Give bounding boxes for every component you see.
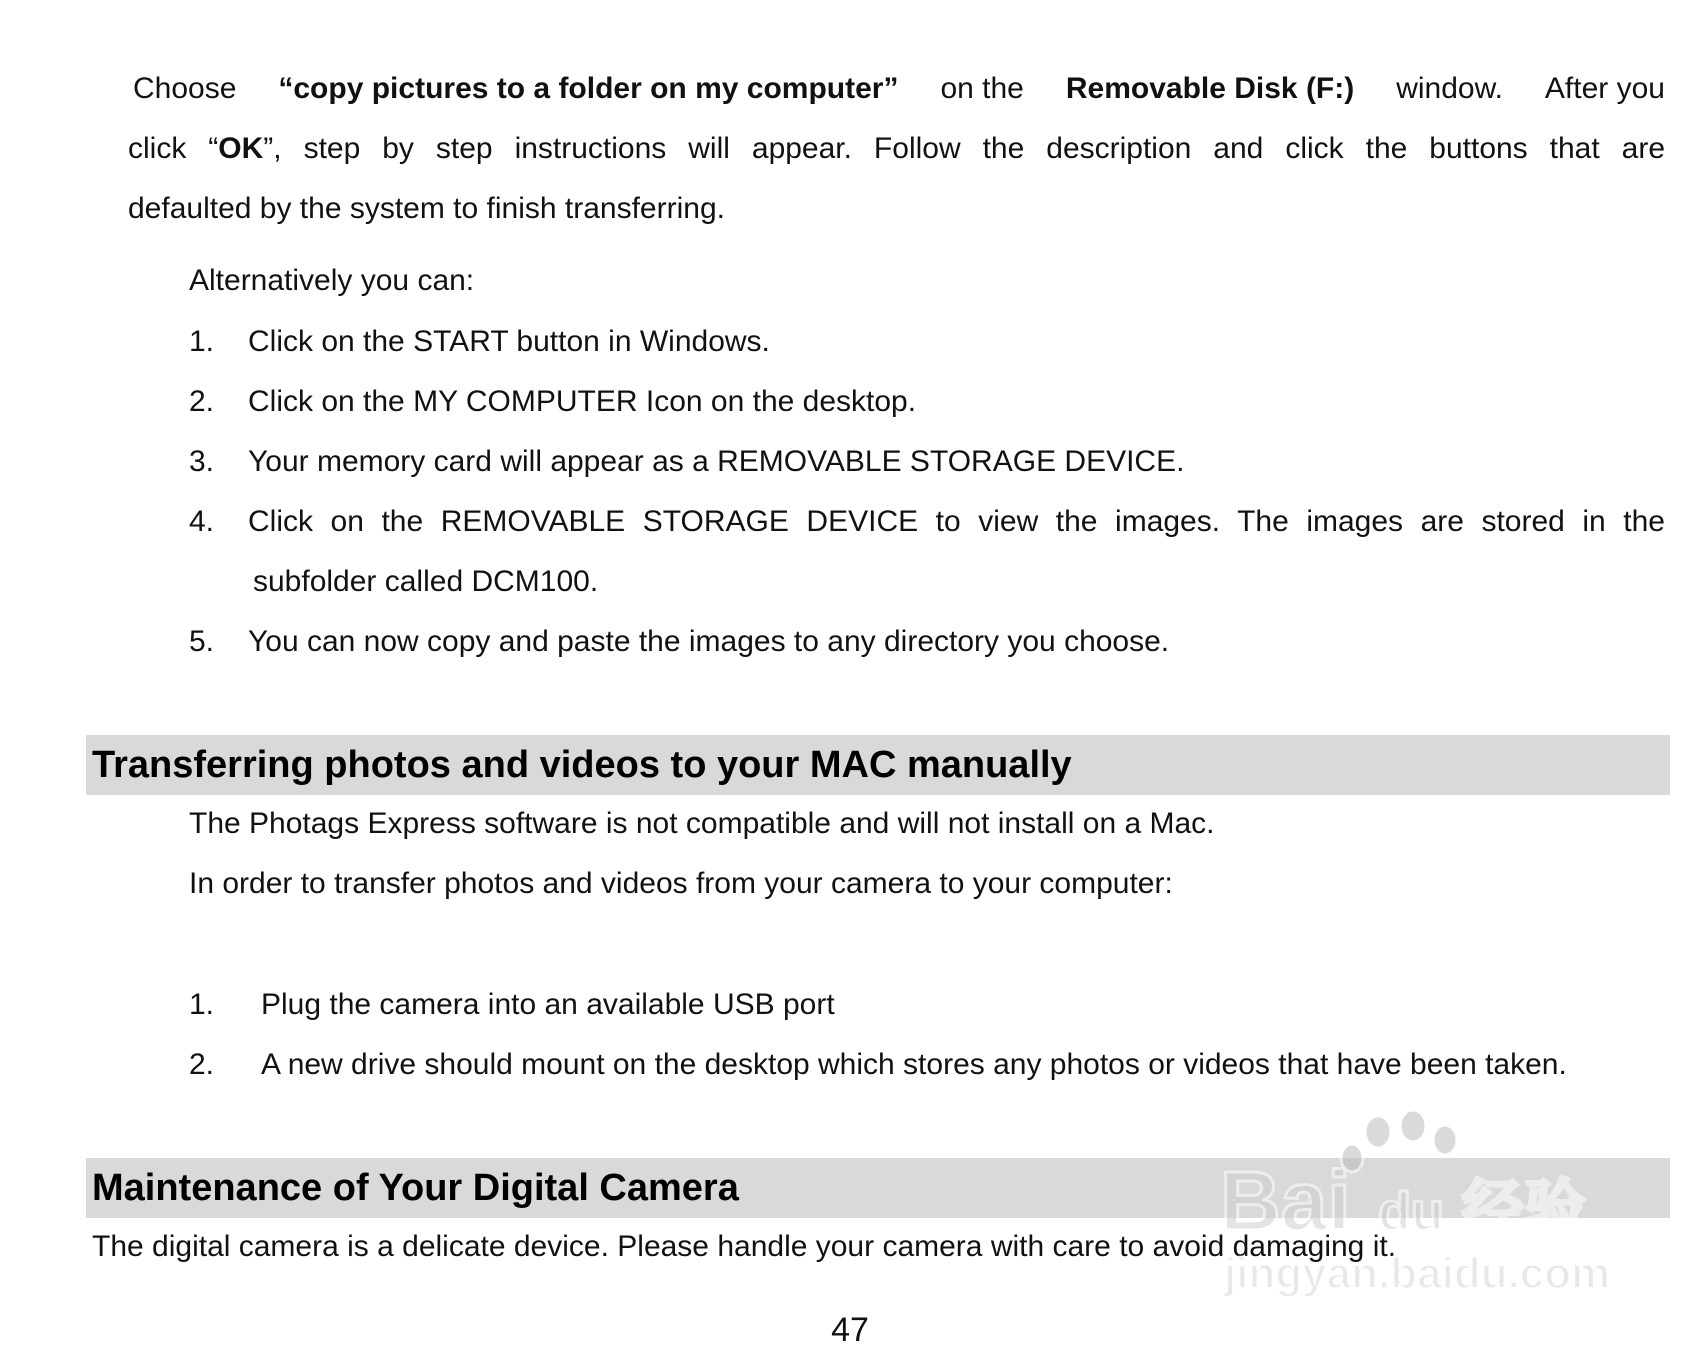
watermark-jingyan-cn: 经验 xyxy=(1462,1172,1587,1245)
intro-word-after-you: After you xyxy=(1544,72,1665,105)
mac-paragraph-1: The Photags Express software is not compatible and will not install on a Mac. xyxy=(189,807,1215,840)
intro-bold-removable-disk: Removable Disk (F:) xyxy=(1065,72,1355,105)
mac-step-1-text: Plug the camera into an available USB port xyxy=(261,988,835,1021)
mac-step-2-number: 2. xyxy=(189,1048,215,1081)
intro-line-2 xyxy=(128,134,1665,164)
windows-step-4-text: Click on the REMOVABLE STORAGE DEVICE to view the images. The images are stored in the xyxy=(248,505,1665,538)
mac-paragraph-2: In order to transfer photos and videos from your camera to your computer: xyxy=(189,867,1173,900)
watermark-brand-bai: Bai xyxy=(1220,1154,1351,1248)
windows-step-5-number: 5. xyxy=(189,625,215,658)
intro-word-window: window. xyxy=(1396,72,1503,105)
mac-step-2-text: A new drive should mount on the desktop which stores any photos or videos that have been taken. xyxy=(261,1048,1567,1081)
baidu-jingyan-watermark xyxy=(1210,1110,1630,1300)
intro-word-on-the: on the xyxy=(940,72,1024,105)
intro-line-1 xyxy=(133,74,1665,104)
watermark-url: jingyan.baidu.com xyxy=(1224,1249,1611,1298)
intro-line-2-rest: ”, step by step instructions will appear. Follow the description and click the buttons that are xyxy=(263,132,1666,165)
alternatively-label: Alternatively you can: xyxy=(189,264,475,297)
watermark-brand-du: du xyxy=(1378,1182,1444,1242)
intro-bold-ok: OK xyxy=(218,132,264,165)
windows-step-4-number: 4. xyxy=(189,505,215,538)
intro-bold-copy-pictures: “copy pictures to a folder on my computer” xyxy=(278,72,899,105)
intro-line-3: defaulted by the system to finish transferring. xyxy=(128,192,725,225)
paw-icon xyxy=(1341,1110,1457,1172)
windows-step-2-number: 2. xyxy=(189,385,215,418)
maintenance-section-heading: Maintenance of Your Digital Camera xyxy=(92,1167,739,1209)
mac-step-1-number: 1. xyxy=(189,988,215,1021)
page-number: 47 xyxy=(831,1311,869,1349)
windows-step-1-number: 1. xyxy=(189,325,215,358)
windows-step-3-number: 3. xyxy=(189,445,215,478)
windows-step-4-continuation: subfolder called DCM100. xyxy=(253,565,599,598)
intro-click-quote: click “ xyxy=(128,132,219,165)
windows-step-5-text: You can now copy and paste the images to any directory you choose. xyxy=(248,625,1170,658)
windows-step-2-text: Click on the MY COMPUTER Icon on the desktop. xyxy=(248,385,917,418)
windows-step-1-text: Click on the START button in Windows. xyxy=(248,325,770,358)
mac-section-heading: Transferring photos and videos to your MAC manually xyxy=(92,744,1072,786)
intro-word-choose: Choose xyxy=(133,72,237,105)
maintenance-paragraph-1: The digital camera is a delicate device. Please handle your camera with care to avoid damaging it. xyxy=(92,1230,1397,1263)
windows-step-3-text: Your memory card will appear as a REMOVABLE STORAGE DEVICE. xyxy=(248,445,1185,478)
